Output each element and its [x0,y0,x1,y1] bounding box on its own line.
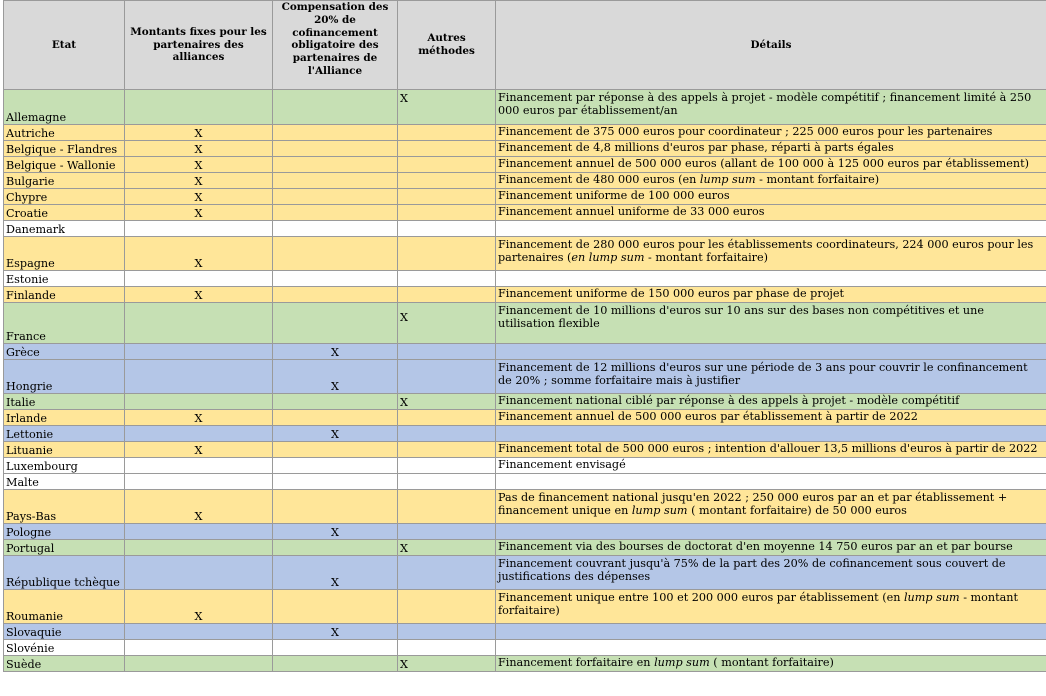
details-text: Pas de financement national jusqu'en 2022 ; 250 000 euros par an et par établissement + financement unique en [498,491,1008,517]
cell-autres[interactable] [398,125,496,141]
cell-details[interactable]: Financement de 12 millions d'euros sur une période de 3 ans pour couvrir le confinancement de 20% ; somme forfaitaire mais à justifier [496,360,1046,394]
cell-compensation[interactable] [273,205,398,221]
cell-etat[interactable]: Slovaquie [4,624,125,640]
cell-details[interactable]: Financement uniforme de 100 000 euros [496,189,1046,205]
cell-montants[interactable] [125,656,273,672]
cell-details[interactable]: Financement uniforme de 150 000 euros par phase de projet [496,287,1046,303]
cell-compensation[interactable]: X [273,556,398,590]
table-row [4,271,1046,287]
cell-details[interactable]: Financement par réponse à des appels à projet - modèle compétitif ; financement limité à 250 000 euros par établissement/an [496,90,1046,125]
cell-montants[interactable] [125,271,273,287]
cell-etat[interactable]: Roumanie [4,590,125,624]
details-text: Financement unique entre 100 et 200 000 euros par établissement (en [498,591,904,604]
header-details[interactable]: Détails [496,1,1046,90]
cell-compensation[interactable] [273,189,398,205]
cell-autres[interactable] [398,474,496,490]
cell-details[interactable]: Financement de 4,8 millions d'euros par phase, réparti à parts égales [496,141,1046,157]
cell-compensation[interactable] [273,271,398,287]
cell-autres[interactable]: X [398,394,496,410]
cell-autres[interactable] [398,141,496,157]
cell-details[interactable] [496,524,1046,540]
table-row [4,141,1046,157]
cell-autres[interactable]: X [398,90,496,125]
cell-details[interactable]: Financement total de 500 000 euros ; intention d'allouer 13,5 millions d'euros à partir de 2022 [496,442,1046,458]
table-row [4,157,1046,173]
cell-details[interactable]: Financement national ciblé par réponse à des appels à projet - modèle compétitif [496,394,1046,410]
cell-autres[interactable] [398,426,496,442]
table-row [4,590,1046,624]
table-row [4,458,1046,474]
cell-montants[interactable] [125,90,273,125]
cell-etat[interactable]: Lettonie [4,426,125,442]
cell-details[interactable] [496,590,1046,624]
header-compensation[interactable]: Compensation des 20% de cofinancement obligatoire des partenaires de l'Alliance [273,1,398,90]
cell-compensation[interactable] [273,141,398,157]
cell-etat[interactable]: Malte [4,474,125,490]
cell-montants[interactable] [125,303,273,344]
cell-etat[interactable]: Autriche [4,125,125,141]
cell-etat[interactable]: Italie [4,394,125,410]
cell-montants[interactable]: X [125,410,273,426]
cell-details[interactable] [496,474,1046,490]
cell-autres[interactable]: X [398,656,496,672]
table-row [4,426,1046,442]
details-italic: lump sum [631,504,688,517]
cell-details[interactable]: Financement de 375 000 euros pour coordinateur ; 225 000 euros pour les partenaires [496,125,1046,141]
cell-montants[interactable]: X [125,442,273,458]
cell-autres[interactable] [398,442,496,458]
details-italic: en lump sum [571,251,645,264]
cell-etat[interactable]: Hongrie [4,360,125,394]
table-row [4,410,1046,426]
header-autres[interactable]: Autres méthodes [398,1,496,90]
cell-details[interactable] [496,624,1046,640]
cell-etat[interactable]: Bulgarie [4,173,125,189]
cell-autres[interactable] [398,624,496,640]
table-row [4,303,1046,344]
table-row [4,237,1046,271]
cell-montants[interactable]: X [125,141,273,157]
cell-compensation[interactable]: X [273,360,398,394]
cell-etat[interactable]: Portugal [4,540,125,556]
table-row [4,640,1046,656]
cell-compensation[interactable] [273,221,398,237]
cell-details[interactable]: Financement annuel de 500 000 euros (allant de 100 000 à 125 000 euros par établissement) [496,157,1046,173]
cell-montants[interactable] [125,360,273,394]
header-montants[interactable]: Montants fixes pour les partenaires des alliances [125,1,273,90]
cell-compensation[interactable]: X [273,426,398,442]
cell-autres[interactable] [398,410,496,426]
cell-compensation[interactable]: X [273,524,398,540]
cell-etat[interactable]: Allemagne [4,90,125,125]
cell-autres[interactable]: X [398,303,496,344]
cell-details[interactable]: Financement annuel de 500 000 euros par établissement à partir de 2022 [496,410,1046,426]
cell-montants[interactable]: X [125,590,273,624]
cell-compensation[interactable] [273,90,398,125]
cell-autres[interactable] [398,360,496,394]
cell-montants[interactable] [125,221,273,237]
cell-montants[interactable]: X [125,173,273,189]
cell-etat[interactable]: Croatie [4,205,125,221]
cell-details[interactable] [496,426,1046,442]
cell-etat[interactable]: Pologne [4,524,125,540]
details-text: ( montant forfaitaire) de 50 000 euros [687,504,907,517]
cell-compensation[interactable] [273,303,398,344]
cell-etat[interactable]: Irlande [4,410,125,426]
table-row [4,287,1046,303]
cell-compensation[interactable] [273,237,398,271]
cell-etat[interactable]: Belgique - Flandres [4,141,125,157]
cell-autres[interactable] [398,590,496,624]
cell-etat[interactable]: France [4,303,125,344]
details-italic: lump sum [699,173,756,186]
details-italic: lump sum [654,656,710,669]
cell-autres[interactable]: X [398,540,496,556]
cell-details[interactable] [496,656,1046,672]
cell-etat[interactable]: République tchèque [4,556,125,590]
cell-autres[interactable] [398,344,496,360]
cell-compensation[interactable] [273,410,398,426]
cell-etat[interactable]: Danemark [4,221,125,237]
cell-autres[interactable] [398,556,496,590]
cell-details[interactable] [496,490,1046,524]
cell-compensation[interactable] [273,640,398,656]
cell-etat[interactable]: Luxembourg [4,458,125,474]
cell-montants[interactable]: X [125,189,273,205]
cell-details[interactable]: Financement couvrant jusqu'à 75% de la part des 20% de cofinancement sous couvert de justifications des dépenses [496,556,1046,590]
cell-montants[interactable] [125,624,273,640]
cell-compensation[interactable] [273,490,398,524]
cell-montants[interactable]: X [125,205,273,221]
cell-compensation[interactable] [273,442,398,458]
cell-autres[interactable] [398,205,496,221]
details-text: Financement de 480 000 euros (en [498,173,700,186]
table-row [4,656,1046,672]
table-row [4,205,1046,221]
table-row [4,442,1046,458]
cell-etat[interactable]: Belgique - Wallonie [4,157,125,173]
cell-montants[interactable] [125,556,273,590]
cell-autres[interactable] [398,287,496,303]
table-row [4,125,1046,141]
cell-compensation[interactable]: X [273,344,398,360]
cell-autres[interactable] [398,458,496,474]
table-row [4,394,1046,410]
cell-details[interactable] [496,640,1046,656]
cell-montants[interactable]: X [125,125,273,141]
table-row [4,624,1046,640]
details-text: - montant forfaitaire) [755,173,880,186]
cell-details[interactable]: Financement via des bourses de doctorat d'en moyenne 14 750 euros par an et par bourse [496,540,1046,556]
table-row [4,173,1046,189]
table-row [4,490,1046,524]
cell-autres[interactable] [398,173,496,189]
cell-montants[interactable]: X [125,490,273,524]
details-italic: lump sum [903,591,960,604]
details-text: - montant forfaitaire) [644,251,768,264]
cell-compensation[interactable]: X [273,624,398,640]
cell-etat[interactable]: Suède [4,656,125,672]
cell-etat[interactable]: Slovénie [4,640,125,656]
table-row [4,189,1046,205]
cell-etat[interactable]: Espagne [4,237,125,271]
cell-compensation[interactable] [273,287,398,303]
cell-montants[interactable] [125,474,273,490]
details-text: - montant forfaitaire) [498,591,1018,617]
details-text: ( montant forfaitaire) [709,656,834,669]
cell-montants[interactable]: X [125,287,273,303]
cell-montants[interactable]: X [125,157,273,173]
cell-montants[interactable] [125,344,273,360]
cell-autres[interactable] [398,157,496,173]
details-text: Financement de 280 000 euros pour les établissements coordinateurs, 224 000 euros pour les partenaires ( [498,238,1034,264]
cell-details[interactable]: Financement de 10 millions d'euros sur 10 ans sur des bases non compétitives et une utilisation flexible [496,303,1046,344]
cell-etat[interactable]: Lituanie [4,442,125,458]
cell-etat[interactable]: Grèce [4,344,125,360]
cell-montants[interactable] [125,394,273,410]
cell-compensation[interactable] [273,125,398,141]
table-row [4,360,1046,394]
cell-compensation[interactable] [273,394,398,410]
cell-montants[interactable] [125,524,273,540]
cell-autres[interactable] [398,237,496,271]
table-row [4,540,1046,556]
cell-details[interactable]: Financement annuel uniforme de 33 000 euros [496,205,1046,221]
table-row [4,556,1046,590]
table-row [4,344,1046,360]
cell-etat[interactable]: Chypre [4,189,125,205]
cell-autres[interactable] [398,640,496,656]
cell-autres[interactable] [398,524,496,540]
header-row [4,1,1046,90]
cell-details[interactable]: Financement envisagé [496,458,1046,474]
table-row [4,474,1046,490]
cell-details[interactable] [496,271,1046,287]
cell-montants[interactable] [125,640,273,656]
table-row [4,524,1046,540]
cell-etat[interactable]: Pays-Bas [4,490,125,524]
cell-montants[interactable] [125,458,273,474]
cell-autres[interactable] [398,189,496,205]
cell-details[interactable] [496,344,1046,360]
table-row [4,221,1046,237]
cell-compensation[interactable] [273,173,398,189]
cell-montants[interactable]: X [125,237,273,271]
table-row [4,90,1046,125]
cell-autres[interactable] [398,490,496,524]
cell-montants[interactable] [125,540,273,556]
funding-table [3,0,1046,672]
details-text: Financement forfaitaire en [498,656,655,669]
cell-etat[interactable]: Estonie [4,271,125,287]
cell-compensation[interactable] [273,474,398,490]
cell-autres[interactable] [398,221,496,237]
cell-compensation[interactable] [273,157,398,173]
cell-details[interactable] [496,221,1046,237]
cell-montants[interactable] [125,426,273,442]
cell-details[interactable] [496,237,1046,271]
cell-compensation[interactable] [273,590,398,624]
cell-etat[interactable]: Finlande [4,287,125,303]
cell-details[interactable] [496,173,1046,189]
cell-compensation[interactable] [273,540,398,556]
cell-autres[interactable] [398,271,496,287]
cell-compensation[interactable] [273,458,398,474]
header-etat[interactable]: Etat [4,1,125,90]
cell-compensation[interactable] [273,656,398,672]
